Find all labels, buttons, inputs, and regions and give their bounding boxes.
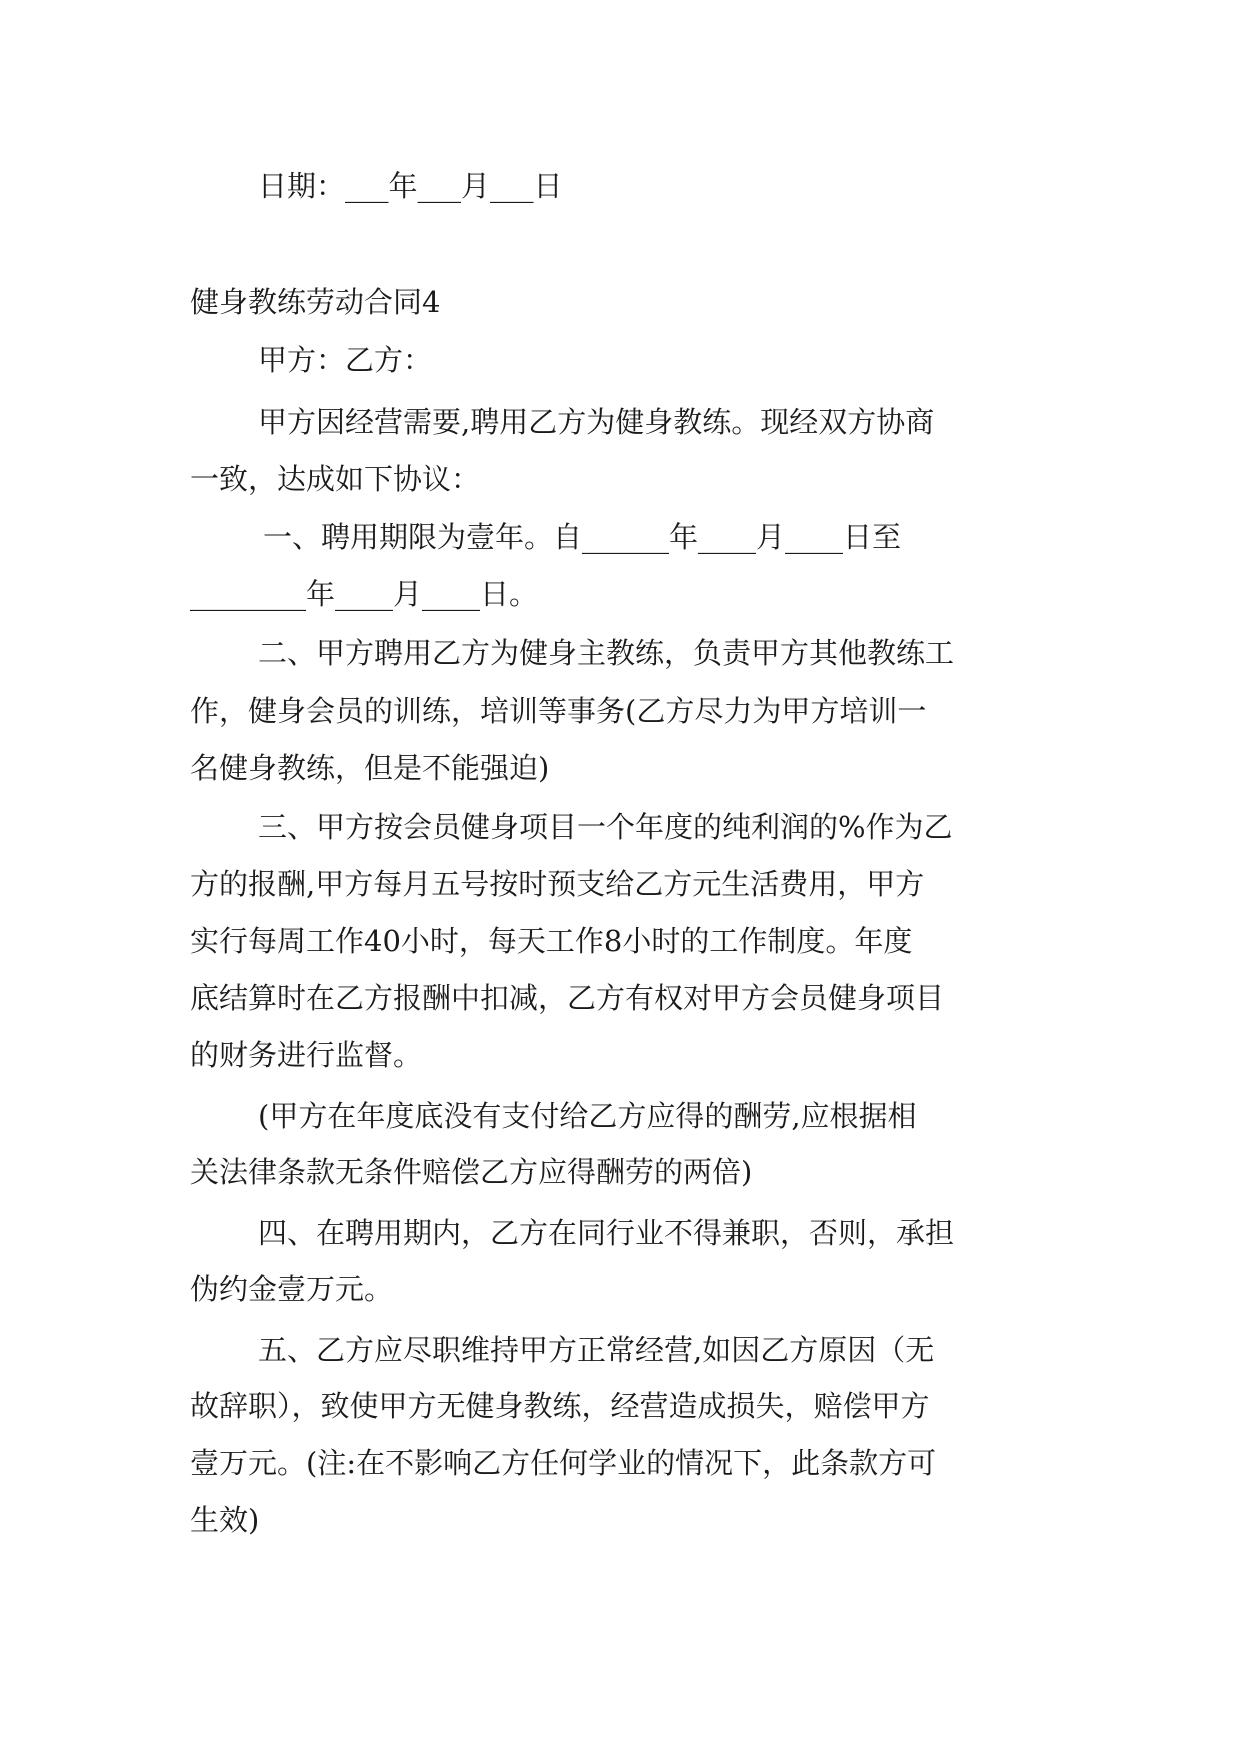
clause-2-line-1: 二、甲方聘用乙方为健身主教练，负责甲方其他教练工 (258, 636, 955, 670)
clause-2-line-2: 作，健身会员的训练，培训等事务(乙方尽力为甲方培训一 (190, 694, 927, 728)
clause-3-note-line-1: (甲方在年度底没有支付给乙方应得的酬劳,应根据相 (258, 1099, 917, 1133)
date-line: 日期：___年___月___日 (258, 169, 563, 203)
clause-3-line-3: 实行每周工作40小时，每天工作8小时的工作制度。年度 (190, 924, 913, 958)
clause-1-line-1: 一、聘用期限为壹年。自______年____月____日至 (263, 520, 902, 554)
clause-5-line-2: 故辞职），致使甲方无健身教练，经营造成损失，赔偿甲方 (190, 1389, 930, 1423)
clause-5-line-1: 五、乙方应尽职维持甲方正常经营,如因乙方原因（无 (258, 1333, 935, 1367)
clause-1-line-2: ________年____月____日。 (190, 577, 539, 611)
clause-3-line-2: 方的报酬,甲方每月五号按时预支给乙方元生活费用，甲方 (190, 867, 925, 901)
clause-3-line-1: 三、甲方按会员健身项目一个年度的纯利润的%作为乙 (258, 810, 953, 844)
parties-line: 甲方：乙方： (258, 343, 433, 377)
clause-3-note-line-2: 关法律条款无条件赔偿乙方应得酬劳的两倍) (190, 1155, 753, 1189)
contract-title: 健身教练劳动合同4 (190, 285, 441, 319)
clause-4-line-2: 伪约金壹万元。 (190, 1272, 394, 1306)
intro-line-1: 甲方因经营需要,聘用乙方为健身教练。现经双方协商 (258, 405, 935, 439)
clause-2-line-3: 名健身教练，但是不能强迫) (190, 751, 550, 785)
clause-5-line-3: 壹万元。(注:在不影响乙方任何学业的情况下，此条款方可 (190, 1446, 937, 1480)
clause-5-line-4: 生效) (190, 1503, 260, 1537)
intro-line-2: 一致，达成如下协议： (190, 462, 481, 496)
clause-3-line-4: 底结算时在乙方报酬中扣减，乙方有权对甲方会员健身项目 (190, 981, 945, 1015)
clause-3-line-5: 的财务进行监督。 (190, 1038, 423, 1072)
clause-4-line-1: 四、在聘用期内，乙方在同行业不得兼职，否则，承担 (258, 1216, 955, 1250)
